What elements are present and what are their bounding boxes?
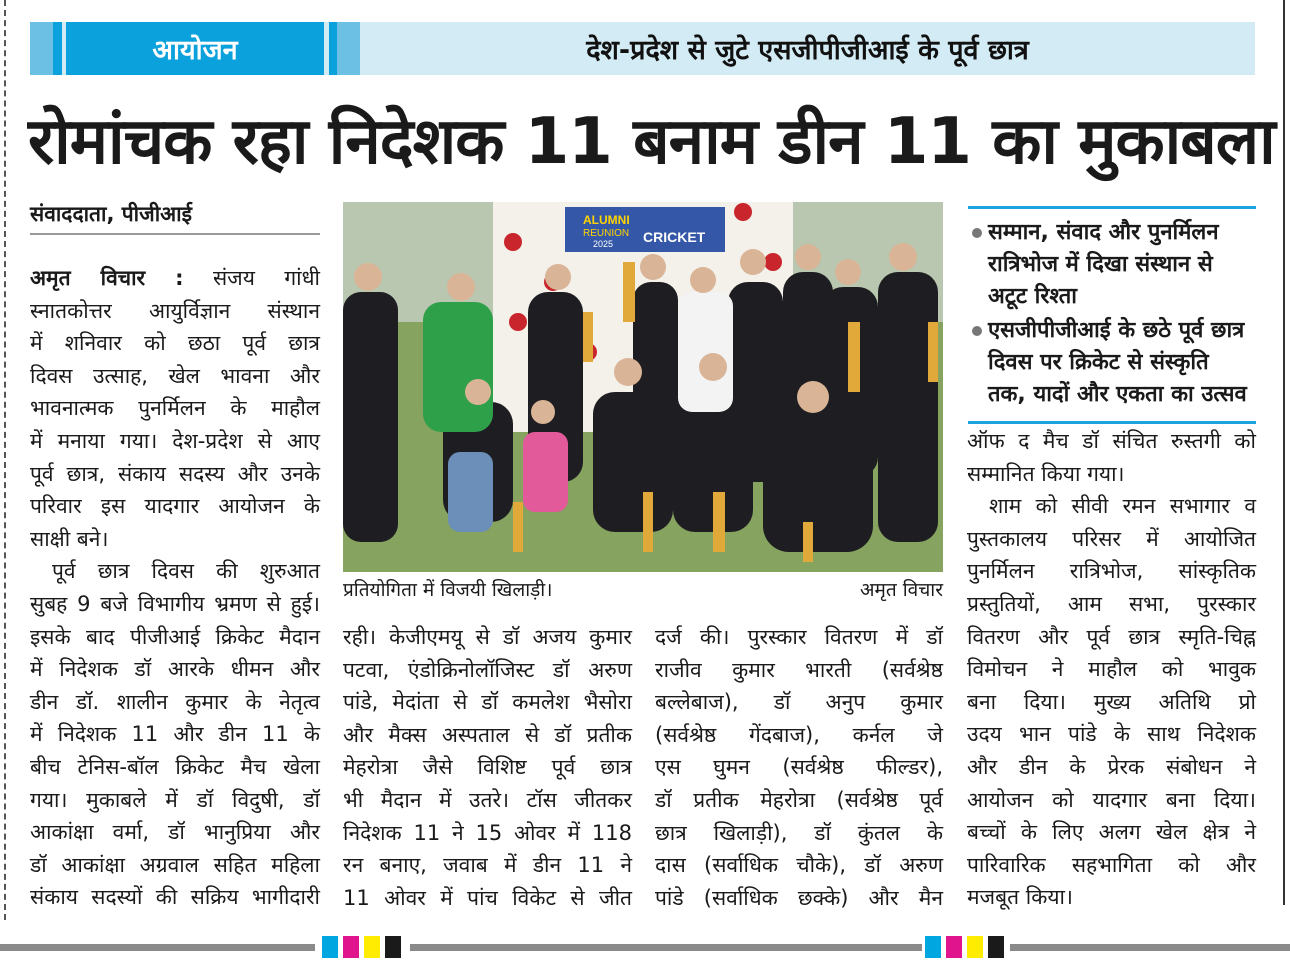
text-line: पांडे, मेदांता से डॉ कमलेश भैसोरा (343, 690, 632, 715)
backdrop-text: 2025 (593, 239, 614, 249)
text-line: पारिवारिक सहभागिता को और (967, 852, 1256, 877)
kicker-text: देश-प्रदेश से जुटे एसजीपीजीआई के पूर्व छात्र (586, 35, 1029, 66)
photo-illustration (343, 202, 943, 572)
banner-stripe (329, 22, 337, 75)
text-line: में शनिवार को छठा पूर्व छात्र (30, 331, 320, 356)
text-line: बच्चों के लिए अलग खेल क्षेत्र ने (967, 820, 1256, 845)
article-column-3 (655, 621, 943, 914)
highlight-text (988, 217, 1219, 313)
text-line: मेहरोत्रा जैसे विशिष्ट पूर्व छात्र (343, 755, 632, 780)
text-line: पटवा, एंडोक्रिनोलॉजिस्ट डॉ अरुण (343, 657, 632, 682)
text-line: दर्ज की। पुरस्कार वितरण में डॉ (655, 625, 943, 649)
highlights-box (968, 206, 1256, 424)
text-line: भावनात्मक पुनर्मिलन के माहौल (30, 396, 320, 421)
text-line: विमोचन ने माहौल को भावुक (967, 657, 1256, 682)
text-line: पुनर्मिलन रात्रिभोज, सांस्कृतिक (967, 559, 1256, 584)
column-rule (1283, 0, 1285, 905)
text-line: भी मैदान में उतरे। टॉस जीतकर (343, 787, 632, 812)
footer-rule (410, 944, 922, 951)
section-label: आयोजन (66, 22, 324, 75)
footer-rule (0, 944, 315, 951)
photo-caption-row (343, 576, 943, 602)
text-line: गया। मुकाबले में डॉ विदुषी, डॉ (30, 787, 320, 812)
text-line: बीच टेनिस-बॉल क्रिकेट मैच खेला (30, 754, 320, 779)
registration-mark (946, 936, 962, 958)
highlight-text (988, 315, 1247, 411)
divider (30, 233, 320, 235)
text-line: सम्मानित किया गया। (967, 461, 1125, 486)
article-column-4 (967, 425, 1256, 914)
highlight-item (968, 315, 1256, 411)
registration-mark (385, 936, 401, 958)
photo-caption: प्रतियोगिता में विजयी खिलाड़ी। (343, 579, 553, 601)
highlight-line: दिवस पर क्रिकेट से संस्कृति (988, 350, 1209, 375)
dateline: अमृत विचार : (30, 266, 184, 290)
text-line: में मनाया गया। देश-प्रदेश से आए (30, 428, 320, 453)
text-line: संकाय सदस्यों की सक्रिय भागीदारी (30, 885, 320, 910)
text-line: बना दिया। मुख्य अतिथि प्रो (967, 689, 1256, 714)
banner-stripe (53, 22, 62, 75)
registration-mark (925, 936, 941, 958)
text-line: राजीव कुमार भारती (सर्वश्रेष्ठ (655, 657, 943, 682)
text-line: डीन डॉ. शालीन कुमार के नेतृत्व (30, 689, 320, 714)
backdrop-text: REUNION (583, 228, 630, 239)
text-line: सुबह 9 बजे विभागीय भ्रमण से हुई। (30, 591, 320, 616)
registration-mark (364, 936, 380, 958)
text-line: परिवार इस यादगार आयोजन के (30, 494, 320, 519)
text-line: एस घुमन (सर्वश्रेष्ठ फील्डर), (655, 755, 943, 780)
news-photo (343, 202, 943, 572)
registration-mark (967, 936, 983, 958)
text-line: में निदेशक 11 और डीन 11 के (30, 722, 320, 747)
footer-rule (1010, 944, 1290, 951)
text-line: दिवस उत्साह, खेल भावना और (30, 363, 320, 388)
text-line: इसके बाद पीजीआई क्रिकेट मैदान (30, 624, 320, 649)
text-line: रही। केजीएमयू से डॉ अजय कुमार (343, 625, 632, 649)
registration-mark (322, 936, 338, 958)
highlight-line: सम्मान, संवाद और पुनर्मिलन (988, 220, 1219, 245)
text-line: और डीन के प्रेरक संबोधन ने (967, 754, 1256, 779)
text-line: दास (सर्वाधिक चौके), डॉ अरुण (655, 853, 943, 878)
text-span: संजय गांधी (212, 266, 320, 290)
text-line: डॉ प्रतीक मेहरोत्रा (सर्वश्रेष्ठ पूर्व (655, 787, 943, 812)
highlight-line: रात्रिभोज में दिखा संस्थान से (988, 252, 1213, 277)
text-line: (सर्वश्रेष्ठ गेंदबाज), कर्नल जे (655, 722, 943, 747)
photo-credit: अमृत विचार (860, 579, 943, 601)
text-line: और मैक्स अस्पताल से डॉ प्रतीक (343, 722, 632, 747)
text-line: बल्लेबाज), डॉ अनुप कुमार (655, 690, 943, 715)
highlight-line: एसजीपीजीआई के छठे पूर्व छात्र (988, 318, 1245, 343)
text-line: ऑफ द मैच डॉ संचित रुस्तगी को (967, 429, 1256, 453)
text-line: में निदेशक डॉ आरके धीमन और (30, 657, 320, 682)
text-line: आयोजन को यादगार बना दिया। (967, 787, 1256, 812)
article-column-2 (343, 621, 632, 914)
headline: रोमांचक रहा निदेशक 11 बनाम डीन 11 का मुकाबला (28, 105, 1275, 179)
text-line (30, 262, 320, 295)
banner-stripe (337, 22, 360, 75)
backdrop-text: ALUMNI (583, 213, 630, 227)
section-banner (30, 22, 1255, 75)
highlight-line: तक, यादों और एकता का उत्सव (988, 382, 1247, 407)
text-line: आकांक्षा वर्मा, डॉ भानुप्रिया और (30, 820, 320, 845)
text-line: छात्र खिलाड़ी), डॉ कुंतल के (655, 820, 943, 845)
text-line: पूर्व छात्र, संकाय सदस्य और उनके (30, 461, 320, 486)
registration-mark (988, 936, 1004, 958)
byline: संवाददाता, पीजीआई (30, 202, 192, 226)
text-line: प्रस्तुतियों, आम सभा, पुरस्कार (967, 591, 1256, 616)
registration-mark (343, 936, 359, 958)
bullet-icon (972, 228, 982, 238)
text-line: मजबूत किया। (967, 885, 1073, 910)
highlight-line: अटूट रिश्ता (988, 284, 1077, 309)
text-line: रन बनाए, जवाब में डीन 11 ने (343, 853, 632, 878)
text-line: उदय भान पांडे के साथ निदेशक (967, 722, 1256, 747)
bullet-icon (972, 326, 982, 336)
text-line: डॉ आकांक्षा अग्रवाल सहित महिला (30, 852, 320, 877)
text-line: पूर्व छात्र दिवस की शुरुआत (52, 559, 320, 584)
text-line: 11 ओवर में पांच विकेट से जीत (343, 885, 632, 910)
text-line: वितरण और पूर्व छात्र स्मृति-चिह्न (967, 624, 1256, 649)
highlight-item (968, 217, 1256, 313)
text-line: निदेशक 11 ने 15 ओवर में 118 (343, 820, 632, 845)
text-line: पुस्तकालय परिसर में आयोजित (967, 526, 1256, 551)
text-line: स्नातकोत्तर आयुर्विज्ञान संस्थान (30, 298, 320, 323)
text-line: शाम को सीवी रमन सभागार व (989, 494, 1256, 519)
cut-line (4, 0, 6, 920)
text-line: साक्षी बने। (30, 526, 109, 551)
banner-stripe (30, 22, 53, 75)
text-line: पांडे (सर्वाधिक छक्के) और मैन (655, 885, 943, 910)
backdrop-text: CRICKET (643, 229, 706, 245)
article-column-1 (30, 262, 320, 914)
